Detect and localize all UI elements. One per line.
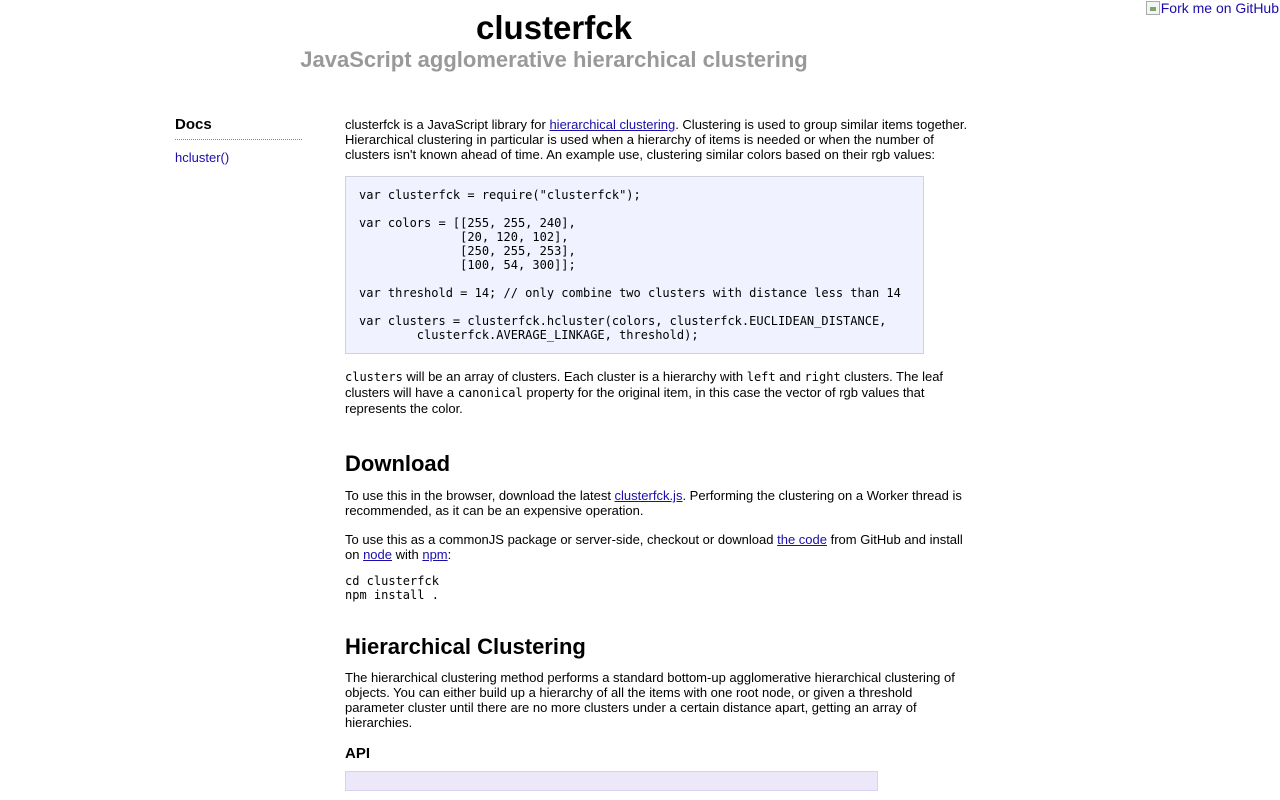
sidebar bbox=[175, 116, 302, 165]
hierarchical-paragraph: The hierarchical clustering method performs a standard bottom-up agglomerative hierarchical clustering of objects. You can either build up a hierarchy of all the items with one root node, or given a threshold parameter cluster until there are no more clusters under a certain distance apart, getting an array of hierarchies. bbox=[345, 670, 955, 730]
fork-on-github-link[interactable] bbox=[1146, 0, 1279, 16]
explain-paragraph: clusters will be an array of clusters. Each cluster is a hierarchy with left and right clusters. The leaf clusters will have a canonical property for the original item, in this case the vector of rgb values that represents the color. bbox=[345, 369, 944, 416]
api-code-block bbox=[345, 771, 878, 791]
download-paragraph-1: To use this in the browser, download the latest clusterfck.js. Performing the clustering on a Worker thread is recommended, as it can be an expensive operation. bbox=[345, 488, 962, 518]
hierarchical-clustering-heading: Hierarchical Clustering bbox=[345, 634, 586, 659]
code-example: var clusterfck = require("clusterfck"); var colors = [[255, 255, 240], [20, 120, 102], [250, 255, 253], [100, 54, 300]]; var threshold = 14; // only combine two clusters with distance less than 14 var clusters = clusterfck.hcluster(colors, clusterfck.EUCLIDEAN_DISTANCE, clusterfck.AVERAGE_LINKAGE, threshold); bbox=[345, 176, 924, 354]
install-code: cd clusterfck npm install . bbox=[345, 574, 439, 602]
page-subtitle: JavaScript agglomerative hierarchical clustering bbox=[300, 47, 808, 72]
api-heading: API bbox=[345, 745, 371, 762]
fork-label: Fork me on GitHub bbox=[1160, 0, 1279, 16]
intro-paragraph: clusterfck is a JavaScript library for hierarchical clustering. Clustering is used to group similar items together. Hierarchical clustering in particular is used when a hierarchy of items is needed or when the number of clusters isn't known ahead of time. An example use, clustering similar colors based on their rgb values: bbox=[345, 117, 968, 162]
main-content bbox=[345, 117, 970, 791]
clusterfck-js-link[interactable]: clusterfck.js bbox=[614, 488, 683, 503]
npm-link[interactable]: npm bbox=[422, 547, 448, 562]
node-link[interactable]: node bbox=[363, 547, 392, 562]
page-title: clusterfck bbox=[476, 9, 632, 46]
hierarchical-clustering-link[interactable]: hierarchical clustering bbox=[549, 117, 676, 132]
sidebar-item-hcluster[interactable]: hcluster() bbox=[175, 150, 230, 165]
the-code-link[interactable]: the code bbox=[777, 532, 827, 547]
download-paragraph-2: To use this as a commonJS package or server-side, checkout or download the code from GitHub and install on node with npm: bbox=[345, 532, 963, 562]
sidebar-title: Docs bbox=[175, 116, 302, 140]
broken-image-icon bbox=[1146, 1, 1160, 15]
download-heading: Download bbox=[345, 451, 451, 476]
